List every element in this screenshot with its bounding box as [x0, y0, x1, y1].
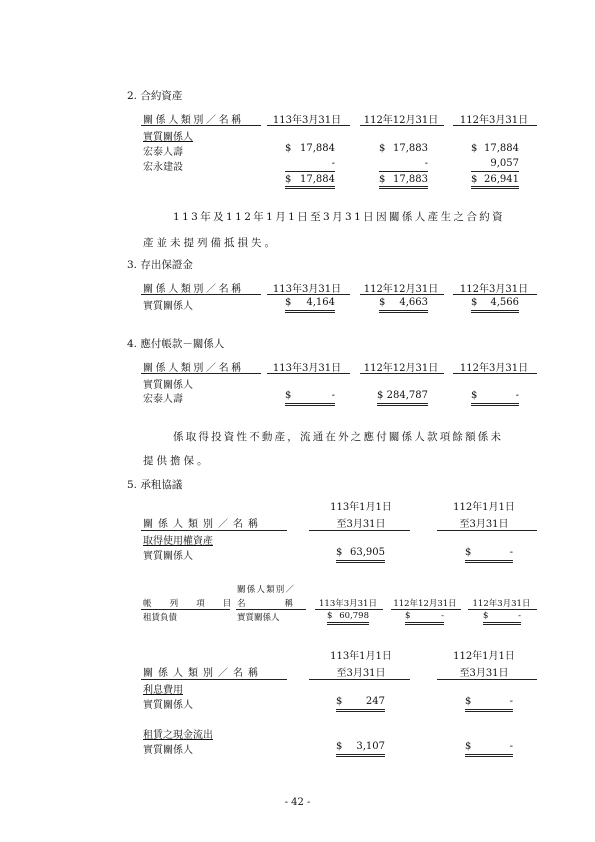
s5-t3-col-2-line-2: 至3月31日 — [459, 668, 509, 679]
s5-t2-rel-header-line-2: 名 稱 — [237, 599, 295, 609]
s5-t3-col-2-line-1: 112年1月1日 — [453, 651, 515, 662]
s5-t1-col-1-line-2: 至3月31日 — [336, 519, 386, 530]
s4-c3-currency: $ — [471, 390, 478, 401]
s4-c3: - — [515, 390, 519, 401]
s2-header-label: 關係人類別／名稱 — [143, 115, 244, 126]
s5-t1-header-label: 關係人類別／名稱 — [143, 519, 263, 530]
s2-r1-c2: 17,883 — [393, 143, 428, 154]
s3-c3-currency: $ — [471, 297, 478, 308]
s4-col-3: 112年3月31日 — [459, 363, 529, 374]
s2-r1-c3: 17,884 — [484, 143, 519, 154]
s4-c1: - — [331, 390, 335, 401]
s3-col-3: 112年3月31日 — [459, 284, 529, 295]
s3-col-2: 112年12月31日 — [363, 284, 439, 295]
s5-t1-group-label: 取得使用權資產 — [143, 536, 213, 547]
s2-r2-c1: - — [331, 158, 335, 169]
s5-t1-col-2-line-2: 至3月31日 — [459, 519, 509, 530]
s2-r1-c1: 17,884 — [300, 143, 335, 154]
s5-t2-c2: - — [441, 611, 444, 621]
page-number: - 42 - — [284, 797, 311, 808]
s5-t1-c1-currency: $ — [336, 547, 343, 558]
s5-t3-r1-c1-currency: $ — [336, 696, 343, 707]
s5-t2-c1-currency: $ — [327, 611, 333, 621]
s5-t3-r1-c2-currency: $ — [465, 696, 472, 707]
s5-t1-col-2-line-1: 112年1月1日 — [453, 502, 515, 513]
s5-t2-c3-currency: $ — [483, 611, 489, 621]
s5-t3-row-2-name: 實質關係人 — [143, 745, 193, 756]
s2-col-2: 112年12月31日 — [363, 115, 439, 126]
section-3-title: 3. 存出保證金 — [127, 259, 193, 271]
s5-t3-col-1-line-2: 至3月31日 — [336, 668, 386, 679]
s5-t1-row-name: 實質關係人 — [143, 551, 193, 562]
s5-t1-col-1-line-1: 113年1月1日 — [330, 502, 392, 513]
s5-t3-r2-c1-currency: $ — [336, 741, 343, 752]
s3-c2-currency: $ — [379, 297, 386, 308]
s5-t3-r2-c2-currency: $ — [465, 741, 472, 752]
s4-c2: 284,787 — [386, 390, 428, 401]
s4-note-line-2: 提供擔保。 — [143, 455, 211, 467]
s5-t2-col-2: 112年12月31日 — [393, 599, 457, 609]
s2-total-c3-currency: $ — [471, 174, 478, 185]
s5-t2-c1: 60,798 — [339, 611, 369, 621]
s2-row-2-name: 宏永建設 — [143, 162, 183, 173]
s5-t2-rel: 實質關係人 — [237, 613, 280, 623]
s4-group-label: 實質關係人 — [143, 380, 193, 391]
s5-t2-rel-header-line-1: 關係人類別／ — [237, 585, 296, 595]
s5-t3-header-label: 關係人類別／名稱 — [143, 668, 263, 679]
s5-t3-col-1-line-1: 113年1月1日 — [330, 651, 392, 662]
s2-col-3: 112年3月31日 — [459, 115, 529, 126]
s5-t2-c3: - — [518, 611, 521, 621]
s2-r2-c3: 9,057 — [490, 158, 519, 169]
s2-r1-c3-currency: $ — [471, 143, 478, 154]
s2-total-c3: 26,941 — [484, 174, 519, 185]
s5-t3-r1-c2: - — [509, 696, 513, 707]
s5-t2-item: 租賃負債 — [143, 613, 178, 623]
s3-col-1: 113年3月31日 — [272, 284, 342, 295]
s2-note-line-2: 產並未提列備抵損失。 — [143, 237, 278, 249]
s5-t1-c2: - — [509, 547, 513, 558]
s5-t3-row-1-name: 實質關係人 — [143, 700, 193, 711]
s4-col-1: 113年3月31日 — [272, 363, 342, 374]
s2-total-c1: 17,884 — [300, 174, 335, 185]
section-4-title: 4. 應付帳款－關係人 — [127, 338, 225, 350]
s5-t2-col-3: 112年3月31日 — [472, 599, 531, 609]
s5-t3-r1-c1: 247 — [365, 696, 385, 707]
s4-col-2: 112年12月31日 — [363, 363, 439, 374]
section-2-title: 2. 合約資產 — [127, 90, 183, 102]
s5-t3-group-2-label: 租賃之現金流出 — [143, 730, 213, 741]
s5-t2-col-1: 113年3月31日 — [319, 599, 377, 609]
s2-note-line-1: 113年及112年1月1日至3月31日因關係人產生之合約資 — [173, 211, 506, 223]
s3-c1-currency: $ — [285, 297, 292, 308]
s5-t3-group-1-label: 利息費用 — [143, 685, 183, 696]
s3-c1: 4,164 — [306, 297, 335, 308]
s2-r2-c2: - — [424, 158, 428, 169]
s4-row-name: 宏泰人壽 — [143, 394, 183, 405]
s5-t1-c2-currency: $ — [465, 547, 472, 558]
section-5-title: 5. 承租協議 — [127, 479, 183, 491]
s2-row-1-name: 宏泰人壽 — [143, 147, 183, 158]
s5-t2-c2-currency: $ — [405, 611, 411, 621]
s2-total-c2-currency: $ — [379, 174, 386, 185]
s3-c2: 4,663 — [399, 297, 428, 308]
s4-c1-currency: $ — [285, 390, 292, 401]
s2-r1-c1-currency: $ — [285, 143, 292, 154]
s4-c2-currency: $ — [377, 390, 384, 401]
s4-header-label: 關係人類別／名稱 — [143, 363, 244, 374]
s3-header-label: 關係人類別／名稱 — [143, 284, 244, 295]
s2-r1-c2-currency: $ — [379, 143, 386, 154]
s4-note-line-1: 係取得投資性不動產，流通在外之應付關係人款項餘額係未 — [173, 431, 504, 443]
s2-group-label: 實質關係人 — [143, 132, 193, 143]
s3-row-name: 實質關係人 — [143, 301, 193, 312]
s5-t1-c1: 63,905 — [350, 547, 385, 558]
s5-t2-item-header: 帳 列 項 目 — [143, 599, 237, 609]
s2-total-c1-currency: $ — [285, 174, 292, 185]
s2-col-1: 113年3月31日 — [272, 115, 342, 126]
s5-t3-r2-c2: - — [509, 741, 513, 752]
s5-t3-r2-c1: 3,107 — [356, 741, 385, 752]
s2-total-c2: 17,883 — [393, 174, 428, 185]
s3-c3: 4,566 — [490, 297, 519, 308]
